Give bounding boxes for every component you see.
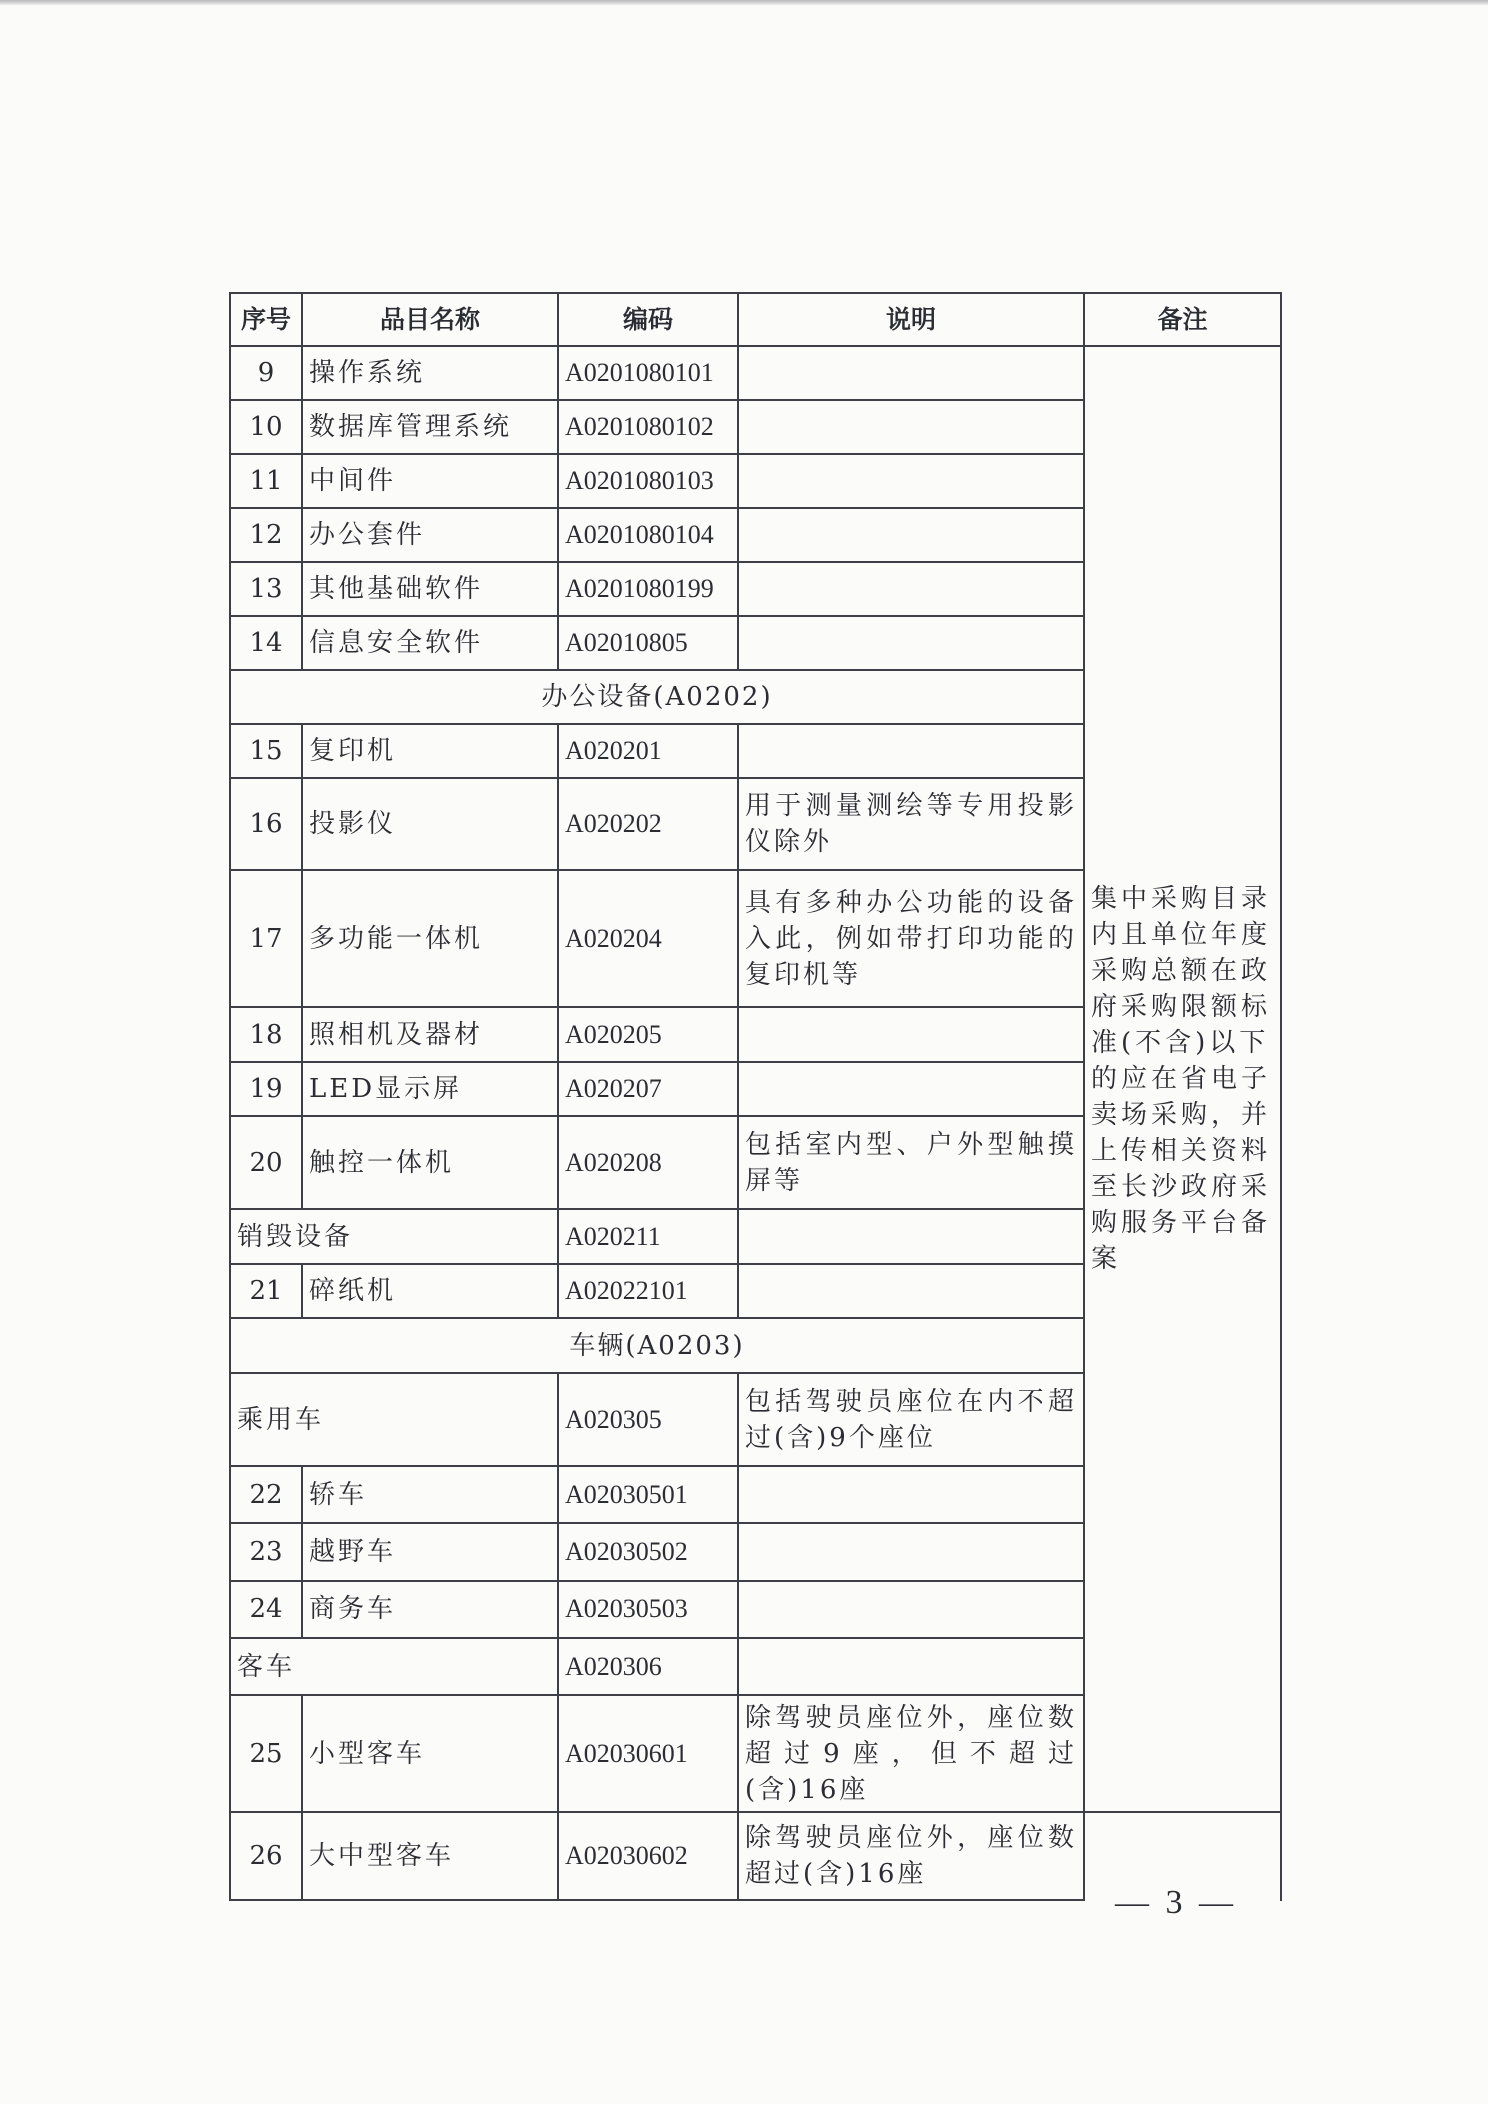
row-index: 18 <box>230 1007 302 1062</box>
item-name: 小型客车 <box>302 1695 558 1812</box>
scan-top-edge <box>0 0 1488 5</box>
item-description: 除驾驶员座位外，座位数超过(含)16座 <box>738 1812 1084 1900</box>
item-name: 投影仪 <box>302 778 558 870</box>
item-code: A020201 <box>558 724 738 778</box>
item-code: A020306 <box>558 1638 738 1695</box>
item-description <box>738 400 1084 454</box>
item-description: 具有多种办公功能的设备入此，例如带打印功能的复印机等 <box>738 870 1084 1007</box>
item-code: A02030601 <box>558 1695 738 1812</box>
row-index: 19 <box>230 1062 302 1116</box>
item-code: A02030503 <box>558 1581 738 1638</box>
item-code: A020205 <box>558 1007 738 1062</box>
group-name-passenger-car: 乘用车 <box>230 1373 558 1466</box>
item-code: A020204 <box>558 870 738 1007</box>
item-name: 越野车 <box>302 1523 558 1580</box>
header-index: 序号 <box>230 293 302 346</box>
group-name-destruction-equipment: 销毁设备 <box>230 1209 558 1264</box>
row-index: 26 <box>230 1812 302 1900</box>
row-index: 14 <box>230 616 302 670</box>
note-office-procurement: 集中采购目录内且单位年度采购总额在政府采购限额标准(不含)以下的应在省电子卖场采购，并上传相关资料至长沙政府采购服务平台备案 <box>1084 346 1281 1812</box>
item-name: 触控一体机 <box>302 1116 558 1209</box>
item-description <box>738 1264 1084 1318</box>
item-code: A020305 <box>558 1373 738 1466</box>
item-code: A0201080102 <box>558 400 738 454</box>
row-index: 23 <box>230 1523 302 1580</box>
row-index: 10 <box>230 400 302 454</box>
item-description: 包括室内型、户外型触摸屏等 <box>738 1116 1084 1209</box>
table-header-row <box>230 293 1281 346</box>
item-name: 碎纸机 <box>302 1264 558 1318</box>
item-name: 信息安全软件 <box>302 616 558 670</box>
item-description <box>738 1523 1084 1580</box>
row-index: 13 <box>230 562 302 616</box>
item-description <box>738 1209 1084 1264</box>
item-description <box>738 616 1084 670</box>
item-name: 复印机 <box>302 724 558 778</box>
row-index: 12 <box>230 508 302 562</box>
item-description: 用于测量测绘等专用投影仪除外 <box>738 778 1084 870</box>
item-name: 多功能一体机 <box>302 870 558 1007</box>
header-name: 品目名称 <box>302 293 558 346</box>
item-name: 商务车 <box>302 1581 558 1638</box>
item-code: A020202 <box>558 778 738 870</box>
table-row <box>230 346 1281 400</box>
item-description: 除驾驶员座位外，座位数超过9座，但不超过(含)16座 <box>738 1695 1084 1812</box>
row-index: 25 <box>230 1695 302 1812</box>
item-code: A020208 <box>558 1116 738 1209</box>
item-code: A020207 <box>558 1062 738 1116</box>
item-name: 数据库管理系统 <box>302 400 558 454</box>
item-description <box>738 724 1084 778</box>
item-name: 轿车 <box>302 1466 558 1523</box>
item-code: A0201080101 <box>558 346 738 400</box>
row-index: 11 <box>230 454 302 508</box>
item-description <box>738 1062 1084 1116</box>
item-description <box>738 454 1084 508</box>
item-description <box>738 1466 1084 1523</box>
item-code: A02030502 <box>558 1523 738 1580</box>
item-code: A0201080103 <box>558 454 738 508</box>
item-description <box>738 1581 1084 1638</box>
row-index: 24 <box>230 1581 302 1638</box>
item-description <box>738 562 1084 616</box>
group-name-bus: 客车 <box>230 1638 558 1695</box>
item-code: A020211 <box>558 1209 738 1264</box>
item-code: A02030602 <box>558 1812 738 1900</box>
header-note: 备注 <box>1084 293 1281 346</box>
item-description: 包括驾驶员座位在内不超过(含)9个座位 <box>738 1373 1084 1466</box>
row-index: 22 <box>230 1466 302 1523</box>
header-description: 说明 <box>738 293 1084 346</box>
category-office-equipment: 办公设备(A0202) <box>230 670 1084 724</box>
item-code: A02030501 <box>558 1466 738 1523</box>
item-description <box>738 1007 1084 1062</box>
row-index: 20 <box>230 1116 302 1209</box>
item-description <box>738 508 1084 562</box>
item-code: A02022101 <box>558 1264 738 1318</box>
row-index: 21 <box>230 1264 302 1318</box>
item-description <box>738 346 1084 400</box>
item-code: A0201080199 <box>558 562 738 616</box>
item-code: A0201080104 <box>558 508 738 562</box>
item-name: 大中型客车 <box>302 1812 558 1900</box>
item-name: 中间件 <box>302 454 558 508</box>
header-code: 编码 <box>558 293 738 346</box>
item-code: A02010805 <box>558 616 738 670</box>
row-index: 15 <box>230 724 302 778</box>
item-name: 办公套件 <box>302 508 558 562</box>
procurement-catalog-table <box>229 292 1282 1901</box>
item-name: LED显示屏 <box>302 1062 558 1116</box>
row-index: 9 <box>230 346 302 400</box>
item-name: 其他基础软件 <box>302 562 558 616</box>
row-index: 17 <box>230 870 302 1007</box>
item-name: 照相机及器材 <box>302 1007 558 1062</box>
page-number: — 3 — <box>1115 1884 1237 1921</box>
item-name: 操作系统 <box>302 346 558 400</box>
row-index: 16 <box>230 778 302 870</box>
category-vehicles: 车辆(A0203) <box>230 1318 1084 1373</box>
item-description <box>738 1638 1084 1695</box>
